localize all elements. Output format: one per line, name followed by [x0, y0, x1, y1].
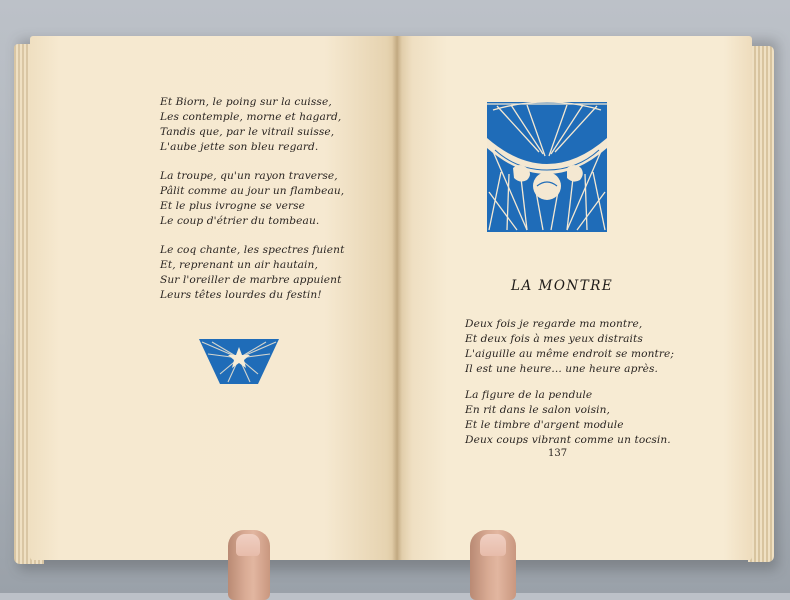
poem-line: Tandis que, par le vitrail suisse, — [160, 126, 335, 138]
poem-line: La figure de la pendule — [465, 389, 593, 401]
left-thumbnail — [236, 534, 260, 556]
poem-line: L'aiguille au même endroit se montre; — [465, 348, 675, 360]
poem-line: Leurs têtes lourdes du festin! — [160, 289, 322, 301]
poem-line: Deux fois je regarde ma montre, — [465, 318, 643, 330]
poem-line: Et le plus ivrogne se verse — [160, 200, 306, 212]
poem-line: Et le timbre d'argent module — [465, 419, 624, 431]
poem-line: Le coup d'étrier du tombeau. — [160, 215, 320, 227]
poem-line: Et, reprenant un air hautain, — [160, 259, 318, 271]
poem-line: Les contemple, morne et hagard, — [160, 111, 342, 123]
poem-line: Deux coups vibrant comme un tocsin. — [465, 434, 671, 446]
poem-line: La troupe, qu'un rayon traverse, — [160, 170, 338, 182]
poem-title: LA MONTRE — [511, 278, 614, 294]
book-spine — [392, 36, 402, 560]
poem-line: Pâlit comme au jour un flambeau, — [160, 185, 345, 197]
page-number: 137 — [548, 448, 568, 459]
star-triangle-icon — [198, 338, 280, 386]
right-thumbnail — [480, 534, 506, 556]
poem-line: En rit dans le salon voisin, — [465, 404, 611, 416]
poem-line: Le coq chante, les spectres fuient — [160, 244, 345, 256]
clock-pendulum-icon — [487, 102, 607, 232]
poem-line: Il est une heure... une heure après. — [465, 363, 659, 375]
poem-line: Et deux fois à mes yeux distraits — [465, 333, 643, 345]
poem-line: Sur l'oreiller de marbre appuient — [160, 274, 342, 286]
poem-line: Et Biorn, le poing sur la cuisse, — [160, 96, 332, 108]
poem-line: L'aube jette son bleu regard. — [160, 141, 319, 153]
